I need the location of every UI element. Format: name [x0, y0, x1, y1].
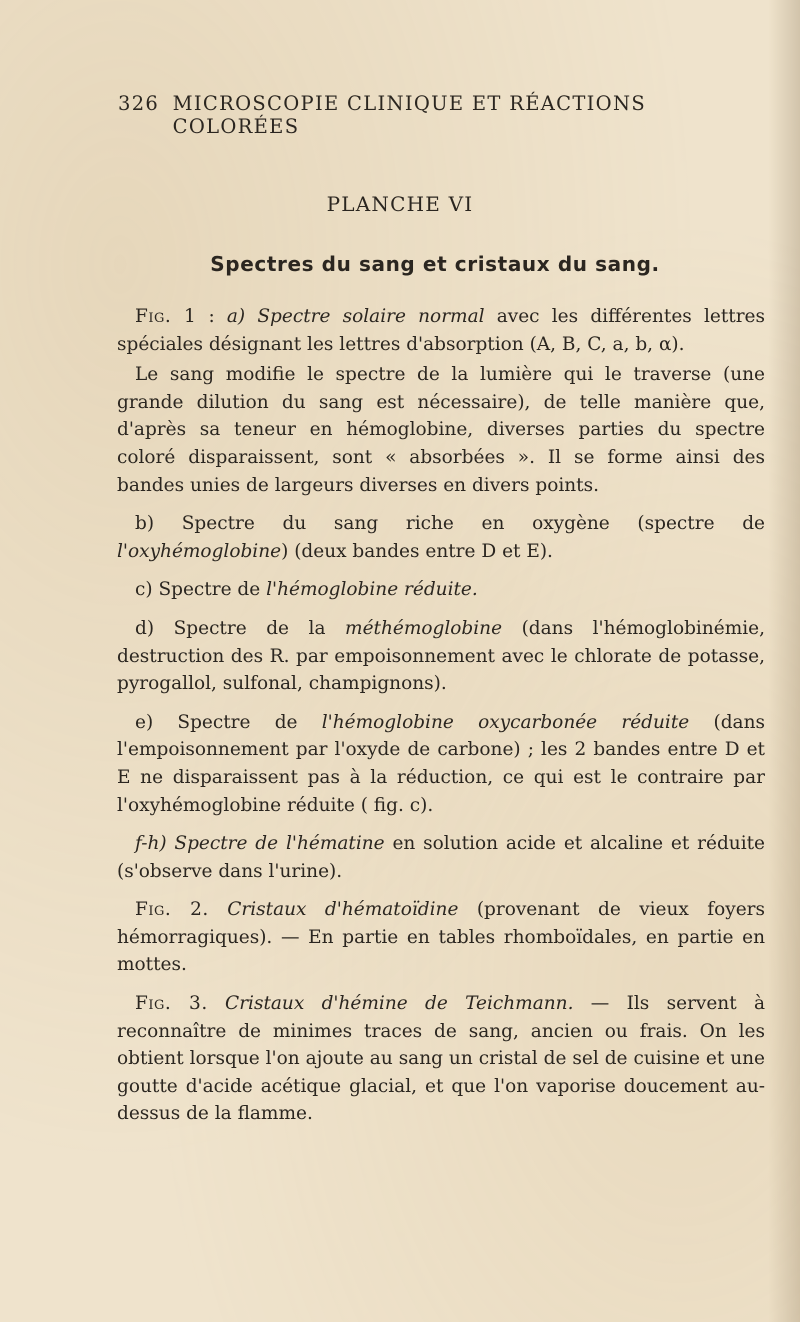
fig-label: Fig. 1 — [135, 306, 197, 327]
page-number: 326 — [118, 92, 160, 115]
fig1-d-italic: méthémoglobine — [345, 617, 503, 639]
fig3-paragraph — [117, 990, 765, 1128]
body-text — [117, 303, 765, 1139]
fig1-fh-italic: f-h) Spectre de l'hématine — [135, 833, 385, 855]
fig3-text: — Ils servent à reconnaître de minimes traces de sang, ancien ou frais. On les obtient lorsque l'on ajoute au sang un cristal de sel de cuisine et une goutte d'acide acétique glacial, et que l'on vaporise doucement au-dessus de la flamme. — [117, 993, 766, 1125]
separator: : — [196, 306, 227, 327]
fig1-b-prefix: b) Spectre du sang riche en oxygène (spectre de — [135, 513, 765, 535]
fig1-e-italic: l'hémoglobine oxycarbonée réduite — [321, 711, 690, 733]
fig-label: Fig. 3. — [135, 993, 208, 1015]
fig1-b-paragraph — [117, 510, 765, 565]
fig1-a-paragraph — [117, 303, 765, 358]
fig1-a-label: a) Spectre solaire normal — [226, 306, 485, 327]
fig2-italic: Cristaux d'hématoïdine — [227, 899, 459, 921]
fig2-paragraph — [117, 896, 765, 979]
fig1-c-italic: l'hémoglobine réduite. — [266, 579, 478, 601]
fig2-text: (provenant de vieux foyers hémorragiques). — En partie en tables rhomboïdales, en partie en mottes. — [117, 899, 766, 976]
plate-subtitle: Spectres du sang et cristaux du sang. — [210, 252, 660, 276]
fig1-fh-suffix: en solution acide et alcaline et réduite (s'observe dans l'urine). — [117, 833, 765, 882]
fig1-c-paragraph — [117, 576, 765, 604]
running-header — [118, 92, 708, 138]
fig1-a-text: avec les différentes lettres spéciales désignant les lettres d'absorption (A, B, C, a, b, α). — [117, 306, 765, 355]
fig-label: Fig. 2. — [135, 899, 209, 921]
fig1-b-italic: l'oxyhémoglobine — [117, 540, 282, 562]
fig1-d-paragraph — [117, 615, 765, 698]
fig1-d-suffix: (dans l'hémoglobinémie, destruction des R. par empoisonnement avec le chlorate de potasse, pyrogallol, sulfonal, champignons). — [117, 617, 765, 695]
fig1-e-prefix: e) Spectre de — [135, 711, 322, 733]
plate-title: PLANCHE VI — [326, 192, 474, 216]
fig3-italic: Cristaux d'hémine de Teichmann. — [225, 993, 574, 1015]
fig1-e-suffix: (dans l'empoisonnement par l'oxyde de carbone) ; les 2 bandes entre D et E ne disparaissent pas à la réduction, ce qui est le contraire par l'oxyhémoglobine réduite ( fig. c). — [117, 711, 765, 816]
fig1-e-paragraph — [117, 709, 765, 819]
fig1-intro-paragraph: Le sang modifie le spectre de la lumière qui le traverse (une grande dilution du sang est nécessaire), de telle manière que, d'après sa teneur en hémoglobine, diverses parties du spectre coloré disparaissent, sont « absorbées ». Il se forme ainsi des bandes unies de largeurs diverses en divers points. — [117, 364, 765, 496]
fig1-c-prefix: c) Spectre de — [135, 579, 267, 601]
fig1-d-prefix: d) Spectre de la — [135, 617, 346, 639]
fig1-fh-paragraph — [117, 830, 765, 885]
running-title: MICROSCOPIE CLINIQUE ET RÉACTIONS COLORÉES — [172, 92, 646, 138]
fig1-b-suffix: ) (deux bandes entre D et E). — [281, 540, 553, 562]
